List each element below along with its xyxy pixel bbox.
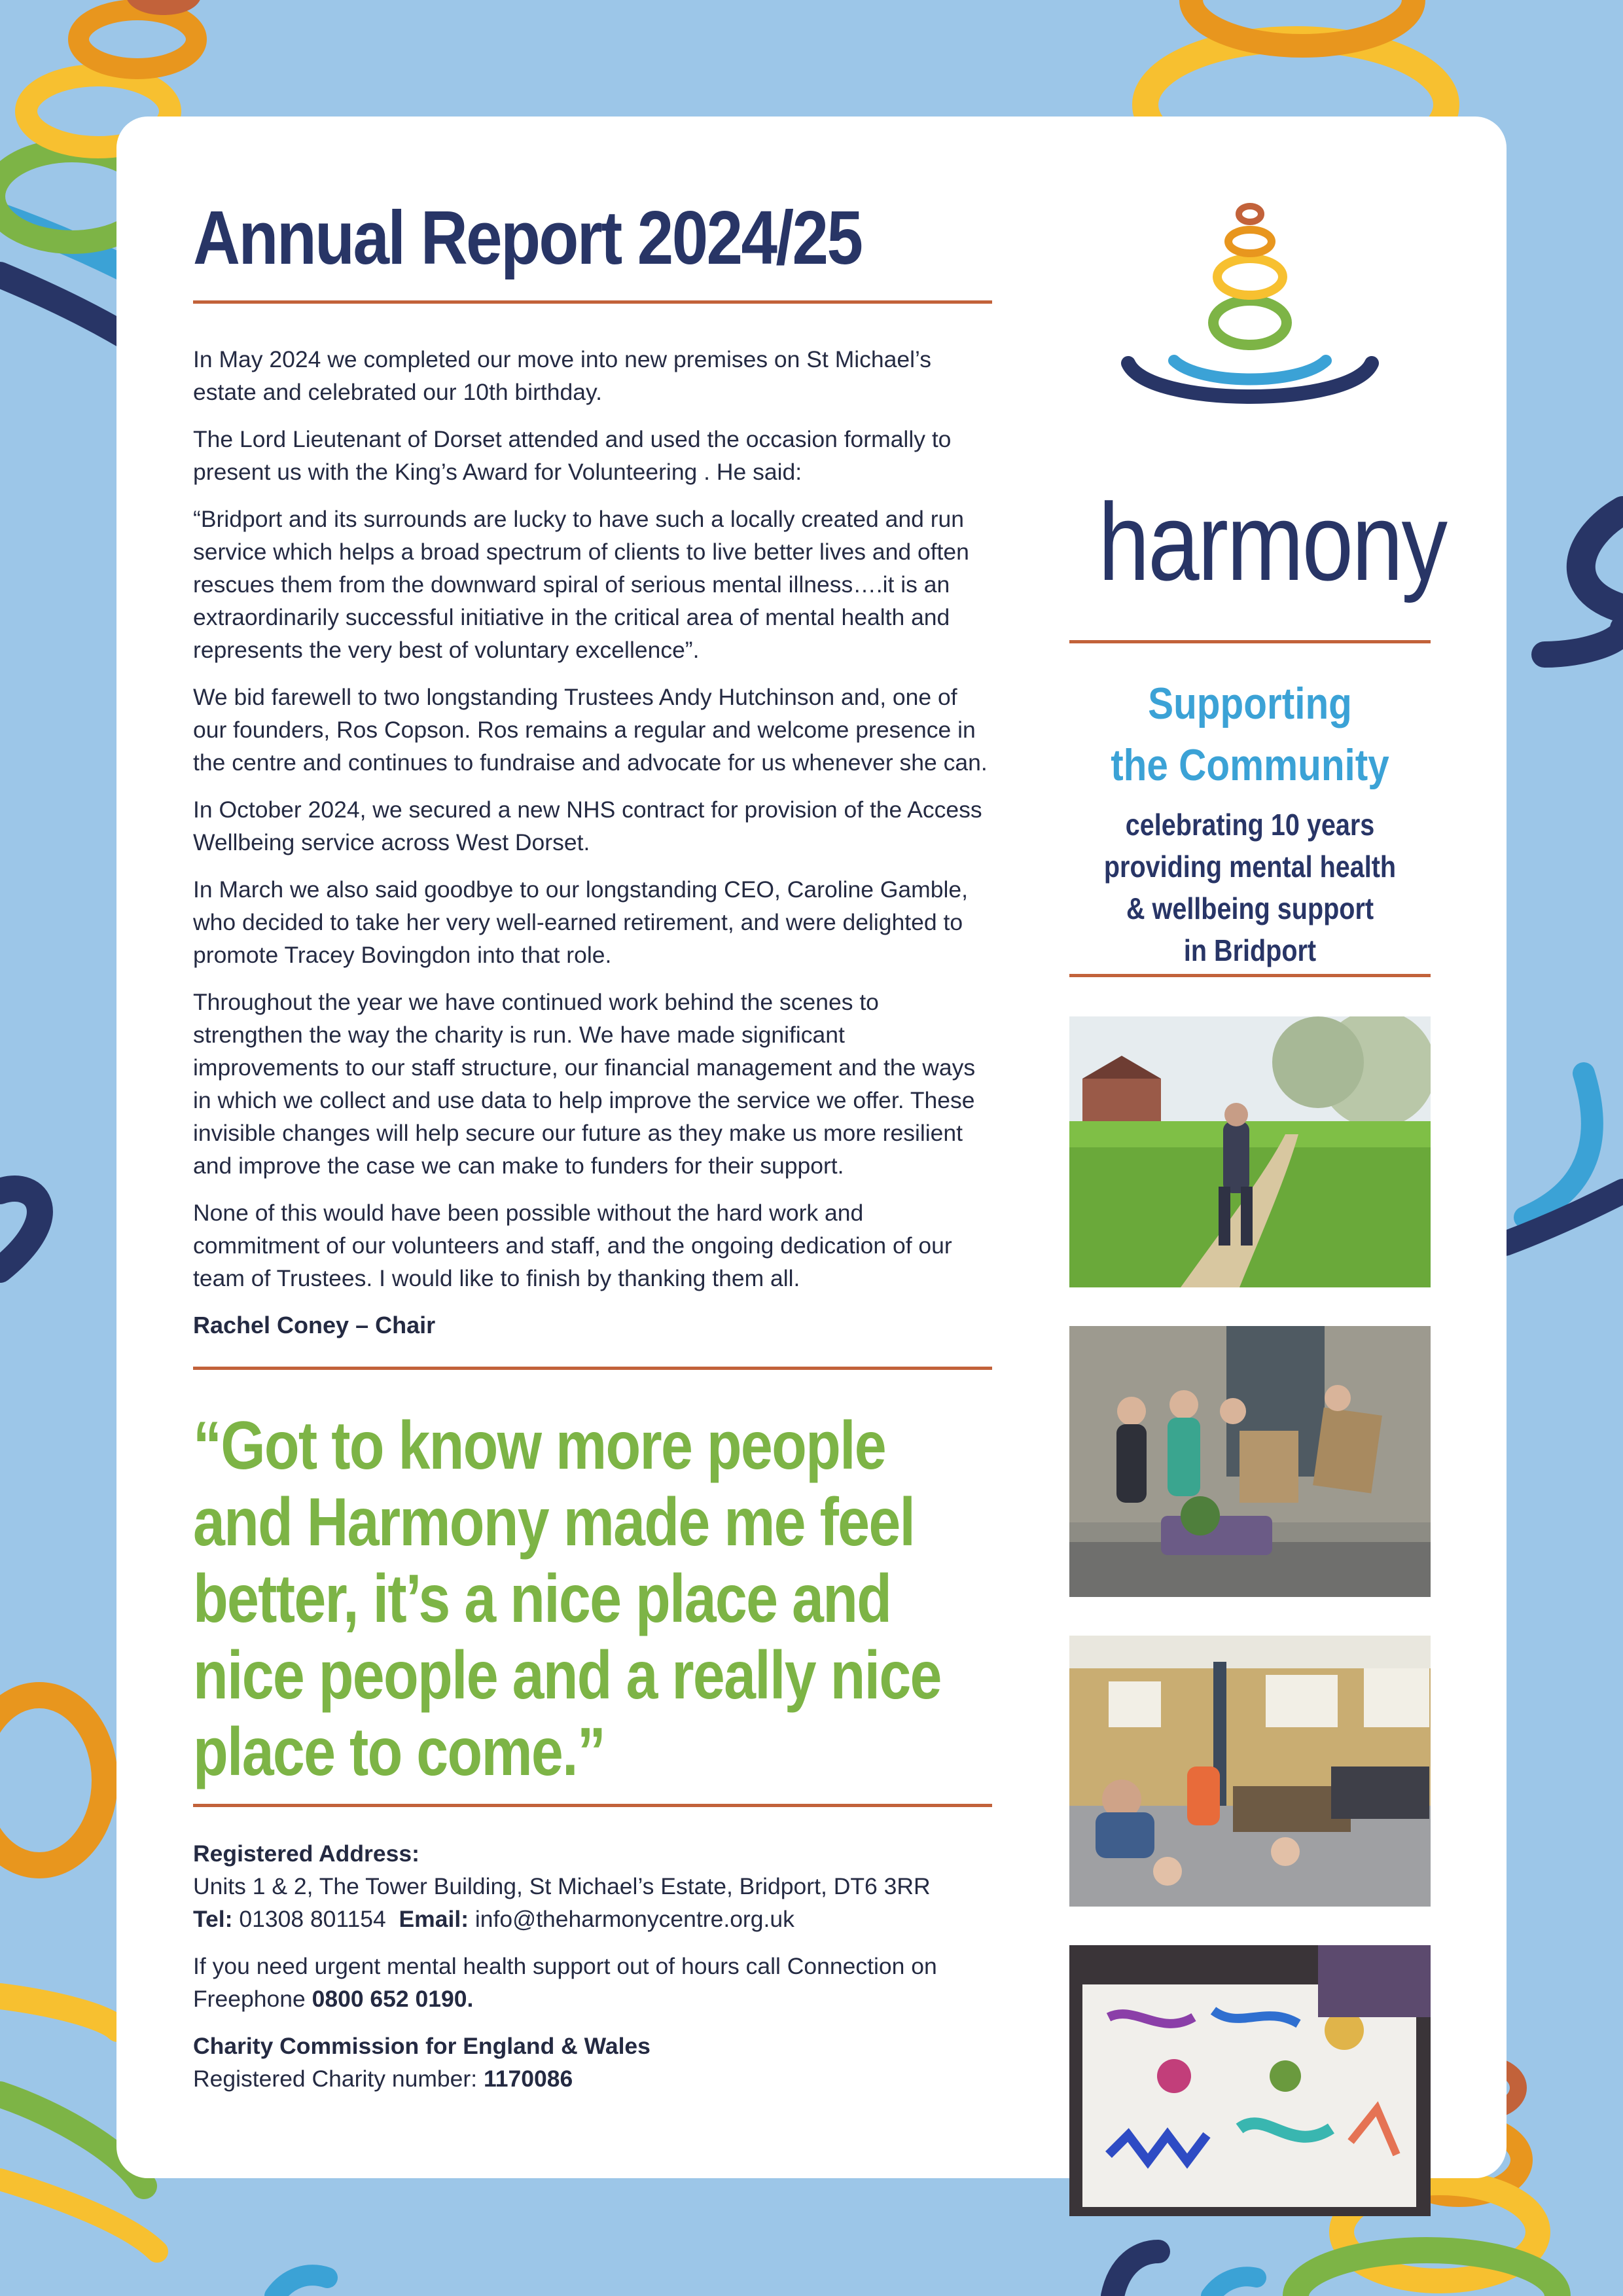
urgent-support-text: If you need urgent mental health support out of hours call Connection on Freephone <box>193 1953 937 2012</box>
report-card <box>116 117 1507 2178</box>
garden-photo-image <box>1069 1016 1431 1287</box>
charity-number-label: Registered Charity number: <box>193 2066 478 2092</box>
email-address[interactable]: info@theharmonycentre.org.uk <box>474 1906 794 1932</box>
charity-number: 1170086 <box>483 2066 573 2092</box>
paragraph: In October 2024, we secured a new NHS contract for provision of the Access Wellbeing service across West Dorset. <box>193 797 982 855</box>
celebration-line: providing mental health <box>1103 850 1397 884</box>
tel-label: Tel: <box>193 1906 233 1932</box>
sidebar <box>1069 192 1446 967</box>
freephone-number: 0800 652 0190. <box>312 1986 474 2012</box>
session-photo-image <box>1069 1636 1431 1907</box>
art-photo-image <box>1069 1945 1431 2216</box>
logo-wordmark: harmony <box>1098 480 1446 603</box>
photo-garden-walk <box>1069 1016 1431 1287</box>
tel-number: 01308 801154 <box>239 1906 386 1932</box>
sidebar-divider <box>1069 640 1431 643</box>
supporting-line: Supporting <box>1148 679 1352 728</box>
address: Units 1 & 2, The Tower Building, St Michael’s Estate, Bridport, DT6 3RR <box>193 1873 931 1899</box>
quote-paragraph: “Bridport and its surrounds are lucky to have such a locally created and run service which helps a broad spectrum of clients to live better lives and often rescues them from the downward spiral of serious mental illness….it is an extraordinarily successful initiative in the critical area of mental health and represents the very best of voluntary excellence”. <box>193 506 969 663</box>
section-divider <box>193 1367 992 1370</box>
report-column <box>193 192 992 2109</box>
celebration-line: & wellbeing support <box>1126 891 1374 925</box>
sidebar-divider <box>1069 974 1431 977</box>
email-label: Email: <box>399 1906 469 1932</box>
paragraph: In May 2024 we completed our move into new premises on St Michael’s estate and celebrated our 10th birthday. <box>193 346 932 405</box>
paragraph: None of this would have been possible without the hard work and commitment of our volunteers and staff, and the ongoing dedication of our team of Trustees. I would like to finish by thanking them all. <box>193 1200 952 1291</box>
paragraph: Throughout the year we have continued work behind the scenes to strengthen the way the charity is run. We have made significant improvements to our staff structure, our financial management and the ways in which we collect and use data to help improve the service we offer. These invisible changes will help secure our future as they make us more resilient and improve the case we can make to funders for their support. <box>193 989 976 1179</box>
quote-divider <box>193 1804 992 1807</box>
testimonial-quote: “Got to know more people and Harmony made me feel better, it’s a nice place and nice people and a really nice place to come.” <box>193 1408 941 1790</box>
photo-art-workshop <box>1069 1945 1431 2216</box>
charity-commission-label: Charity Commission for England & Wales <box>193 2033 651 2059</box>
photo-volunteers-group <box>1069 1326 1431 1597</box>
address-label: Registered Address: <box>193 1840 419 1867</box>
celebration-line: in Bridport <box>1183 933 1317 967</box>
paragraph: We bid farewell to two longstanding Trustees Andy Hutchinson and, one of our founders, Ros Copson. Ros remains a regular and welcome presence in the centre and continues to fundraise and advocate for us whenever she can. <box>193 684 988 776</box>
page-title: Annual Report 2024/25 <box>193 195 862 280</box>
photo-first-aid-session <box>1069 1636 1431 1907</box>
charity-block <box>193 2030 992 2095</box>
urgent-support-block <box>193 1950 992 2015</box>
group-photo-image <box>1069 1326 1431 1597</box>
celebration-line: celebrating 10 years <box>1125 808 1375 842</box>
paragraph: The Lord Lieutenant of Dorset attended and used the occasion formally to present us with the King’s Award for Volunteering . He said: <box>193 426 952 485</box>
supporting-heading <box>1095 673 1406 796</box>
celebration-text <box>1095 804 1406 971</box>
paragraph: In March we also said goodbye to our longstanding CEO, Caroline Gamble, who decided to take her very well-earned retirement, and were delighted to promote Tracey Bovingdon into that role. <box>193 876 968 968</box>
signature: Rachel Coney – Chair <box>193 1312 436 1338</box>
title-divider <box>193 300 992 304</box>
supporting-line: the Community <box>1111 740 1389 790</box>
address-block <box>193 1837 992 1935</box>
